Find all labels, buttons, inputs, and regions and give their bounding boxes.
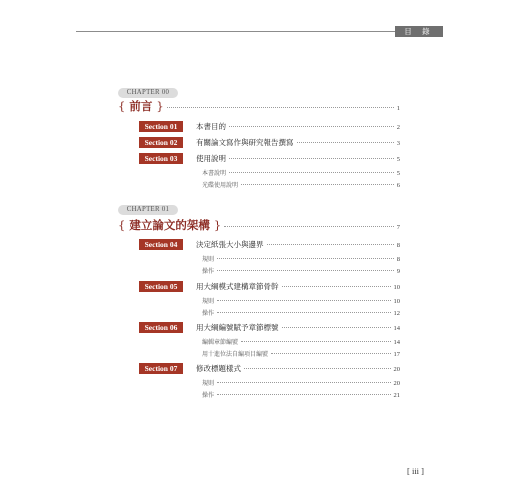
chapter-title-text: 前言: [129, 99, 153, 113]
dot-leader: [297, 142, 394, 143]
page-number: 8: [396, 242, 400, 249]
section-badge: Section 07: [139, 363, 183, 374]
dot-leader: [229, 158, 394, 159]
subsection-title: 規則: [202, 256, 215, 263]
toc-section-entry[interactable]: [196, 121, 400, 132]
page-number: 20: [393, 366, 400, 373]
brace-open: {: [118, 218, 126, 232]
dot-leader: [217, 270, 394, 271]
section-badge: Section 03: [139, 153, 183, 164]
toc-section-entry[interactable]: [196, 281, 400, 292]
toc-section-entry[interactable]: [196, 137, 400, 148]
dot-leader: [244, 368, 391, 369]
page-number: 3: [396, 140, 400, 147]
toc-section-entry[interactable]: [196, 322, 400, 333]
toc-subsection-entry[interactable]: [202, 308, 400, 317]
dot-leader: [229, 126, 394, 127]
section-badge: Section 04: [139, 239, 183, 250]
page-number: 9: [396, 268, 400, 275]
chapter-label: CHAPTER 00: [118, 88, 178, 98]
dot-leader: [271, 353, 390, 354]
toc-section-entry[interactable]: [196, 153, 400, 164]
chapter-label: CHAPTER 01: [118, 205, 178, 215]
page-number: 10: [393, 298, 400, 305]
page-number: 5: [396, 156, 400, 163]
section-badge: Section 02: [139, 137, 183, 148]
dot-leader: [282, 327, 391, 328]
dot-leader: [217, 300, 390, 301]
toc-subsection-entry[interactable]: [202, 180, 400, 189]
page-number: 14: [393, 325, 400, 332]
dot-leader: [241, 184, 394, 185]
dot-leader: [217, 382, 390, 383]
page-number: 21: [393, 392, 400, 399]
section-title: 用大綱編號賦予章節標號: [196, 323, 279, 332]
subsection-title: 規則: [202, 380, 215, 387]
header-title-tab: 目 錄: [395, 26, 443, 37]
subsection-title: 規則: [202, 298, 215, 305]
header-rule: [76, 31, 443, 32]
dot-leader: [167, 107, 394, 108]
page-number: 14: [393, 339, 400, 346]
subsection-title: 編輯章節編號: [202, 339, 239, 346]
brace-close: }: [156, 99, 164, 113]
toc-subsection-entry[interactable]: [202, 296, 400, 305]
toc-subsection-entry[interactable]: [202, 266, 400, 275]
section-badge: Section 06: [139, 322, 183, 333]
toc-subsection-entry[interactable]: [202, 390, 400, 399]
section-badge: Section 01: [139, 121, 183, 132]
dot-leader: [217, 258, 394, 259]
page-number: 6: [396, 182, 400, 189]
page-number: 10: [393, 284, 400, 291]
toc-chapter-entry[interactable]: [118, 217, 400, 233]
dot-leader: [282, 286, 391, 287]
subsection-title: 操作: [202, 392, 215, 399]
dot-leader: [241, 341, 390, 342]
brace-close: }: [213, 218, 222, 232]
toc-subsection-entry[interactable]: [202, 378, 400, 387]
footer-page-number: [ iii ]: [407, 466, 424, 476]
page-number: 8: [396, 256, 400, 263]
brace-open: {: [118, 99, 126, 113]
chapter-title: [118, 98, 164, 114]
page-number: 1: [396, 105, 400, 112]
section-title: 使用說明: [196, 154, 226, 163]
subsection-title: 操作: [202, 268, 215, 275]
toc-chapter-entry[interactable]: [118, 98, 400, 114]
page-number: 2: [396, 124, 400, 131]
subsection-title: 本書說明: [202, 170, 227, 177]
dot-leader: [224, 226, 394, 227]
toc-subsection-entry[interactable]: [202, 337, 400, 346]
dot-leader: [217, 312, 390, 313]
toc-subsection-entry[interactable]: [202, 254, 400, 263]
dot-leader: [229, 172, 394, 173]
section-title: 用大綱模式建構章節骨幹: [196, 282, 279, 291]
page-number: 12: [393, 310, 400, 317]
section-title: 修改標題樣式: [196, 364, 241, 373]
chapter-title-text: 建立論文的架構: [129, 218, 210, 232]
page-number: 7: [396, 224, 400, 231]
section-title: 有關論文寫作與研究報告撰寫: [196, 138, 294, 147]
section-title: 本書目的: [196, 122, 226, 131]
dot-leader: [267, 244, 394, 245]
subsection-title: 操作: [202, 310, 215, 317]
subsection-title: 用十進位法自編項目編號: [202, 351, 269, 358]
toc-subsection-entry[interactable]: [202, 349, 400, 358]
chapter-title: [118, 217, 221, 233]
section-badge: Section 05: [139, 281, 183, 292]
page-number: 17: [393, 351, 400, 358]
dot-leader: [217, 394, 390, 395]
page-number: 20: [393, 380, 400, 387]
toc-section-entry[interactable]: [196, 363, 400, 374]
toc-subsection-entry[interactable]: [202, 168, 400, 177]
page-number: 5: [396, 170, 400, 177]
section-title: 決定紙張大小與邊界: [196, 240, 264, 249]
toc-section-entry[interactable]: [196, 239, 400, 250]
subsection-title: 光碟使用說明: [202, 182, 239, 189]
